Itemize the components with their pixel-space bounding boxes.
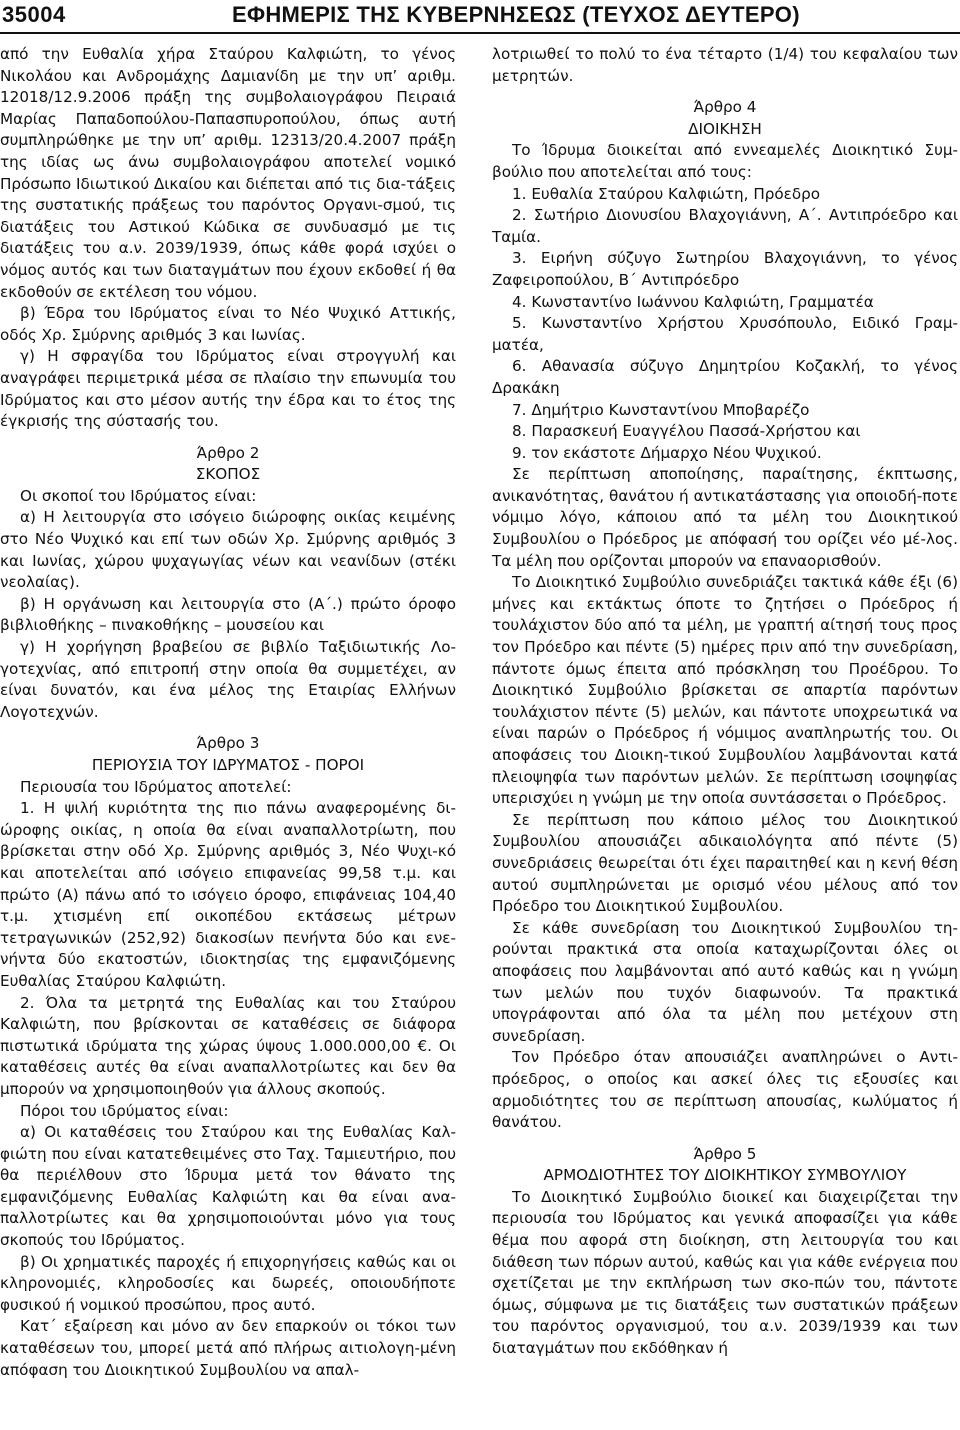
paragraph: Το Διοικητικό Συμβούλιο διοικεί και διαχειρίζεται την περιουσία του Ιδρύματος και γενικά αποφασίζει για κάθε θέμα που αφορά στη διοίκηση, στη λειτουργία του και διάθεση των πόρων αυτού, καθώς και για κάθε ενέργεια που σχετίζεται με την εκπλήρωση των σκο-πών του, πάντοτε όμως, σύμφωνα με τις διατάξεις των συστατικών πράξεων του παρόντος οργανισμού, του α.ν. 2039/1939 και των διαταγμάτων που εκδόθηκαν ή (492, 1187, 958, 1358)
paragraph: 1. Η ψιλή κυριότητα της πιο πάνω αναφερομένης δι-ώροφης οικίας, η οποία θα είναι αναπαλλοτρίωτη, που βρίσκεται στην οδό Χρ. Σμύρνης αριθμός 3, Νέο Ψυχι-κό και αποτελείται από ισόγειο επιφανείας 99,58 τ.μ. και πρώτο (Α) πάνω από το ισόγειο όροφο, επιφάνειας 104,40 τ.μ. χτισμένη επί οικοπέδου εκτάσεως μέτρων τετραγωνικών (252,92) διακοσίων πενήντα δύο και ενε-νήντα δύο εκατοστών, ιδιοκτησίας της εμφανιζόμενης Ευθαλίας Σταύρου Καλφιώτη. (0, 799, 456, 990)
paragraph: Σε κάθε συνεδρίαση του Διοικητικού Συμβουλίου τη-ρούνται πρακτικά στα οποία καταχωρίζονται όλες οι αποφάσεις που λαμβάνονται από αυτό καθώς και η γνώμη των μελών που τυχόν διαφωνούν. Τα πρακτικά υπογράφονται από όλα τα μέλη που μετέχουν στη συνεδρίαση. (492, 918, 958, 1045)
paragraph: 1. Ευθαλία Σταύρου Καλφιώτη, Πρόεδρο (512, 184, 821, 203)
paragraph: 7. Δημήτριο Κωνσταντίνου Μποβαρέζο (512, 400, 810, 419)
journal-title: ΕΦΗΜΕΡΙΣ ΤΗΣ ΚΥΒΕΡΝΗΣΕΩΣ (ΤΕΥΧΟΣ ΔΕΥΤΕΡΟ) (232, 2, 800, 27)
article-heading: Άρθρο 4 (693, 98, 757, 117)
paragraph: γ) Η σφραγίδα του Ιδρύματος είναι στρογγυλή και αναγράφει περιμετρικά μέσα σε πλαίσιο την επωνυμία του Ιδρύματος και στο μέσον αυτής την έδρα και το έτος της έγκρισής της σύστασής του. (0, 347, 456, 431)
left-column (0, 44, 456, 1381)
paragraph: Το Διοικητικό Συμβούλιο συνεδριάζει τακτικά κάθε έξι (6) μήνες και εκτάκτως όποτε το ζητήσει ο Πρόεδρος ή τουλάχιστον δύο από τα μέλη, με γραπτή αίτησή τους προς τον Πρόεδρο και πέντε (5) ημέρες πριν από την συνεδρίαση, πάντοτε όμως έπειτα από πρόσκληση του Προέδρου. Το Διοικητικό Συμβούλιο βρίσκεται σε απαρτία παρόντων τουλάχιστον πέντε (5) μελών, και πάντοτε υποχρεωτικά να είναι παρών ο Πρόεδρος ή νόμιμος αναπληρωτής του. Οι αποφάσεις του Διοικη-τικού Συμβουλίου λαμβάνονται κατά πλειοψηφία των παρόντων μελών. Σε περίπτωση ισοψηφίας υπερισχύει η γνώμη με την οποία συντάσσεται ο Πρόεδρος. (492, 573, 958, 808)
article-heading: Άρθρο 5 (693, 1144, 757, 1163)
article-heading: Άρθρο 2 (196, 443, 260, 462)
paragraph: 8. Παρασκευή Ευαγγέλου Πασσά-Χρήστου και (512, 422, 861, 441)
paragraph: 2. Σωτήριο Διονυσίου Βλαχογιάννη, Α΄. Αντιπρόεδρο και Ταμία. (492, 206, 958, 246)
paragraph: β) Έδρα του Ιδρύματος είναι το Νέο Ψυχικό Αττικής, οδός Χρ. Σμύρνης αριθμός 3 και Ιωνίας. (0, 304, 456, 344)
article-title: ΑΡΜΟΔΙΟΤΗΤΕΣ ΤΟΥ ΔΙΟΙΚΗΤΙΚΟΥ ΣΥΜΒΟΥΛΙΟΥ (543, 1166, 907, 1185)
paragraph: Τον Πρόεδρο όταν απουσιάζει αναπληρώνει ο Αντι-πρόεδρος, ο οποίος και ασκεί όλες τις εξουσίες και αρμοδιότητες του σε περίπτωση απουσίας, κωλύματος ή θανάτου. (492, 1048, 958, 1132)
paragraph: Πόροι του ιδρύματος είναι: (20, 1101, 229, 1120)
page-header (0, 0, 960, 36)
paragraph: Το Ίδρυμα διοικείται από εννεαμελές Διοικητικό Συμ-βούλιο που αποτελείται από τους: (492, 141, 958, 181)
paragraph: β) Η οργάνωση και λειτουργία στο (Α΄.) πρώτο όροφο βιβλιοθήκης – πινακοθήκης – μουσείου και (0, 594, 456, 635)
article-title: ΣΚΟΠΟΣ (195, 465, 261, 484)
paragraph: λοτριωθεί το πολύ το ένα τέταρτο (1/4) του κεφαλαίου των μετρητών. (492, 45, 958, 85)
paragraph: Σε περίπτωση που κάποιο μέλος του Διοικητικού Συμβουλίου απουσιάζει αδικαιολόγητα από πέντε (5) συνεδριάσεις θεωρείται ότι έχει παραιτηθεί και η κενή θέση αυτού συμπληρώνεται με ορισμό νέου μέλους από τον Πρόεδρο του Διοικητικού Συμβουλίου. (492, 810, 958, 916)
paragraph: 6. Αθανασία σύζυγο Δημητρίου Κοζακλή, το γένος Δρακάκη (492, 357, 958, 397)
article-heading: Άρθρο 3 (196, 734, 260, 753)
paragraph: Περιουσία του Ιδρύματος αποτελεί: (20, 777, 292, 796)
paragraph: Κατ΄ εξαίρεση και μόνο αν δεν επαρκούν οι τόκοι των καταθέσεων του, μπορεί μετά από πλήρως αιτιολογη-μένη απόφαση του Διοικητικού Συμβουλίου να απαλ- (0, 1317, 456, 1379)
paragraph: 4. Κωνσταντίνο Ιωάννου Καλφιώτη, Γραμματέα (512, 292, 874, 311)
page-number: 35004 (2, 2, 66, 27)
paragraph: α) Η λειτουργία στο ισόγειο διώροφης οικίας κειμένης στο Νέο Ψυχικό και επί των οδών Χρ. Σμύρνης αριθμός 3 και Ιωνίας, χώρου ψυχαγωγίας νέων και νεανίδων (στέκι νεολαίας). (0, 508, 456, 592)
paragraph: γ) Η χορήγηση βραβείου σε βιβλίο Ταξιδιωτικής Λο-γοτεχνίας, από επιτροπή στην οποία θα συμμετέχει, αν είναι δυνατόν, και ένα μέλος της Εταιρίας Ελλήνων Λογοτεχνών. (0, 638, 456, 721)
paragraph: Σε περίπτωση αποποίησης, παραίτησης, έκπτωσης, ανικανότητας, θανάτου ή αντικατάστασης για οποιοδή-ποτε νόμιμο λόγο, κάποιου από τα μέλη του Διοικητικού Συμβουλίου ο Πρόεδρος με απόφασή του ορίζει νέο μέ-λος. Τα μέλη που ορίζονται μπορούν να επαναορισθούν. (492, 465, 958, 570)
article-title: ΠΕΡΙΟΥΣΙΑ ΤΟΥ ΙΔΡΥΜΑΤΟΣ - ΠΟΡΟΙ (91, 756, 365, 774)
article-title: ΔΙΟΙΚΗΣΗ (688, 119, 762, 138)
paragraph: 3. Ειρήνη σύζυγο Σωτηρίου Βλαχογιάννη, το γένος Ζαφειροπούλου, Β΄ Αντιπρόεδρο (492, 249, 958, 289)
header-rule (0, 32, 960, 34)
right-column (492, 44, 958, 1360)
paragraph: α) Οι καταθέσεις του Σταύρου και της Ευθαλίας Καλ-φιώτη που είναι κατατεθειμένες στο Ταχ. Ταμιευτήριο, που θα περιέλθουν στο Ίδρυμα μετά τον θάνατο της εμφανιζόμενης Ευθαλίας Καλφιώτη και θα είναι ανα-παλλοτρίωτες και θα χρησιμοποιούνται μόνο για τους σκοπούς του Ιδρύματος. (0, 1123, 456, 1250)
paragraph: από την Ευθαλία χήρα Σταύρου Καλφιώτη, το γένος Νικολάου και Ανδρομάχης Δαμιανίδη με την υπ’ αριθμ. 12018/12.9.2006 πράξη της συμβολαιογράφου Πειραιά Μαρίας Παπαδοπούλου-Παπασπυροπούλου, όπως αυτή συμπληρώθηκε με την υπ’ αριθμ. 12313/20.4.2007 πράξη της ιδίας ως άνω συμβολαιογράφου αποτελεί νομικό Πρόσωπο Ιδιωτικού Δικαίου και διέπεται από τις δια-τάξεις της συστατικής πράξεως του παρόντος Οργανι-σμού, τις διατάξεις του Αστικού Κώδικα σε συνδυασμό με τις διατάξεις του α.ν. 2039/1939, όπως κάθε φορά ισχύει ο νόμος αυτός και των διαταγμάτων που έχουν εκδοθεί ή θα εκδοθούν σε εκτέλεση του νόμου. (0, 45, 456, 301)
paragraph: β) Οι χρηματικές παροχές ή επιχορηγήσεις καθώς και οι κληρονομιές, κληροδοσίες και δωρεές, οποιουδήποτε φυσικού ή νομικού προσώπου, προς αυτό. (0, 1252, 456, 1314)
paragraph: 2. Όλα τα μετρητά της Ευθαλίας και του Σταύρου Καλφιώτη, που βρίσκονται σε καταθέσεις σε διάφορα πιστωτικά ιδρύματα της χώρας ύψους 1.000.000,00 €. Οι καταθέσεις αυτές θα είναι αναπαλλοτρίωτες και δεν θα μπορούν να χρησιμοποιηθούν για άλλους σκοπούς. (0, 993, 456, 1098)
paragraph: Οι σκοποί του Ιδρύματος είναι: (20, 486, 257, 505)
paragraph: 9. τον εκάστοτε Δήμαρχο Νέου Ψυχικού. (512, 443, 822, 462)
paragraph: 5. Κωνσταντίνο Χρήστου Χρυσόπουλο, Ειδικό Γραμ-ματέα, (492, 314, 958, 354)
